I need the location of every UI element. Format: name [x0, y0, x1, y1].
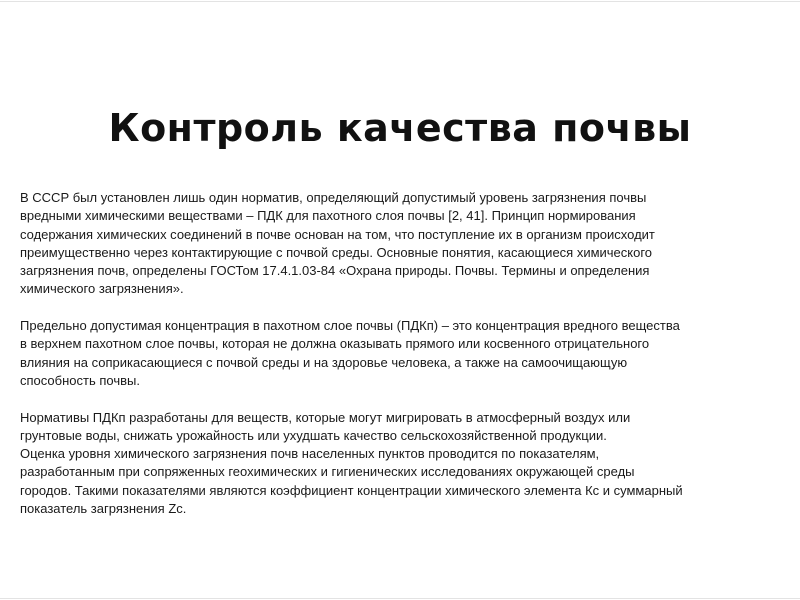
- text-line: показатель загрязнения Zc.: [20, 501, 187, 517]
- text-line: городов. Такими показателями являются коэффициент концентрации химического элемента Кс и суммарный: [20, 482, 683, 498]
- text-line: Предельно допустимая концентрация в пахотном слое почвы (ПДКп) – это концентрация вредного вещества: [20, 318, 680, 334]
- slide-body: [20, 189, 790, 518]
- paragraph-1: [20, 189, 790, 299]
- text-line: грунтовые воды, снижать урожайность или ухудшать качество сельскохозяйственной продукции.: [20, 427, 607, 443]
- text-line: Оценка уровня химического загрязнения почв населенных пунктов проводится по показателям,: [20, 446, 600, 462]
- text-line: преимущественно через контактирующие с почвой среды. Основные понятия, касающиеся химического: [20, 244, 653, 260]
- text-line: химического загрязнения».: [20, 281, 184, 297]
- top-border-line: [0, 1, 800, 2]
- paragraph-gap: [20, 299, 790, 317]
- text-line: содержания химических соединений в почве основан на том, что поступление их в организм происходит: [20, 226, 655, 242]
- text-line: В СССР был установлен лишь один норматив, определяющий допустимый уровень загрязнения почвы: [20, 190, 647, 205]
- bottom-border-line: [0, 598, 800, 599]
- text-line: разработанным при сопряженных геохимических и гигиенических исследованиях окружающей среды: [20, 464, 635, 480]
- paragraph-2: [20, 317, 790, 390]
- paragraph-3: [20, 409, 790, 519]
- text-line: вредными химическими веществами – ПДК для пахотного слоя почвы [2, 41]. Принцип нормирования: [20, 208, 636, 224]
- text-line: загрязнения почв, определены ГОСТом 17.4.1.03-84 «Охрана природы. Почвы. Термины и определения: [20, 263, 650, 279]
- text-line: влияния на соприкасающиеся с почвой среды и на здоровье человека, а также на самоочищающую: [20, 354, 628, 370]
- paragraph-gap: [20, 390, 790, 408]
- text-line: Нормативы ПДКп разработаны для веществ, которые могут мигрировать в атмосферный воздух или: [20, 409, 631, 425]
- text-line: в верхнем пахотном слое почвы, которая не должна оказывать прямого или косвенного отрицательного: [20, 336, 650, 352]
- text-line: способность почвы.: [20, 372, 140, 388]
- slide-title: Контроль качества почвы: [108, 106, 692, 150]
